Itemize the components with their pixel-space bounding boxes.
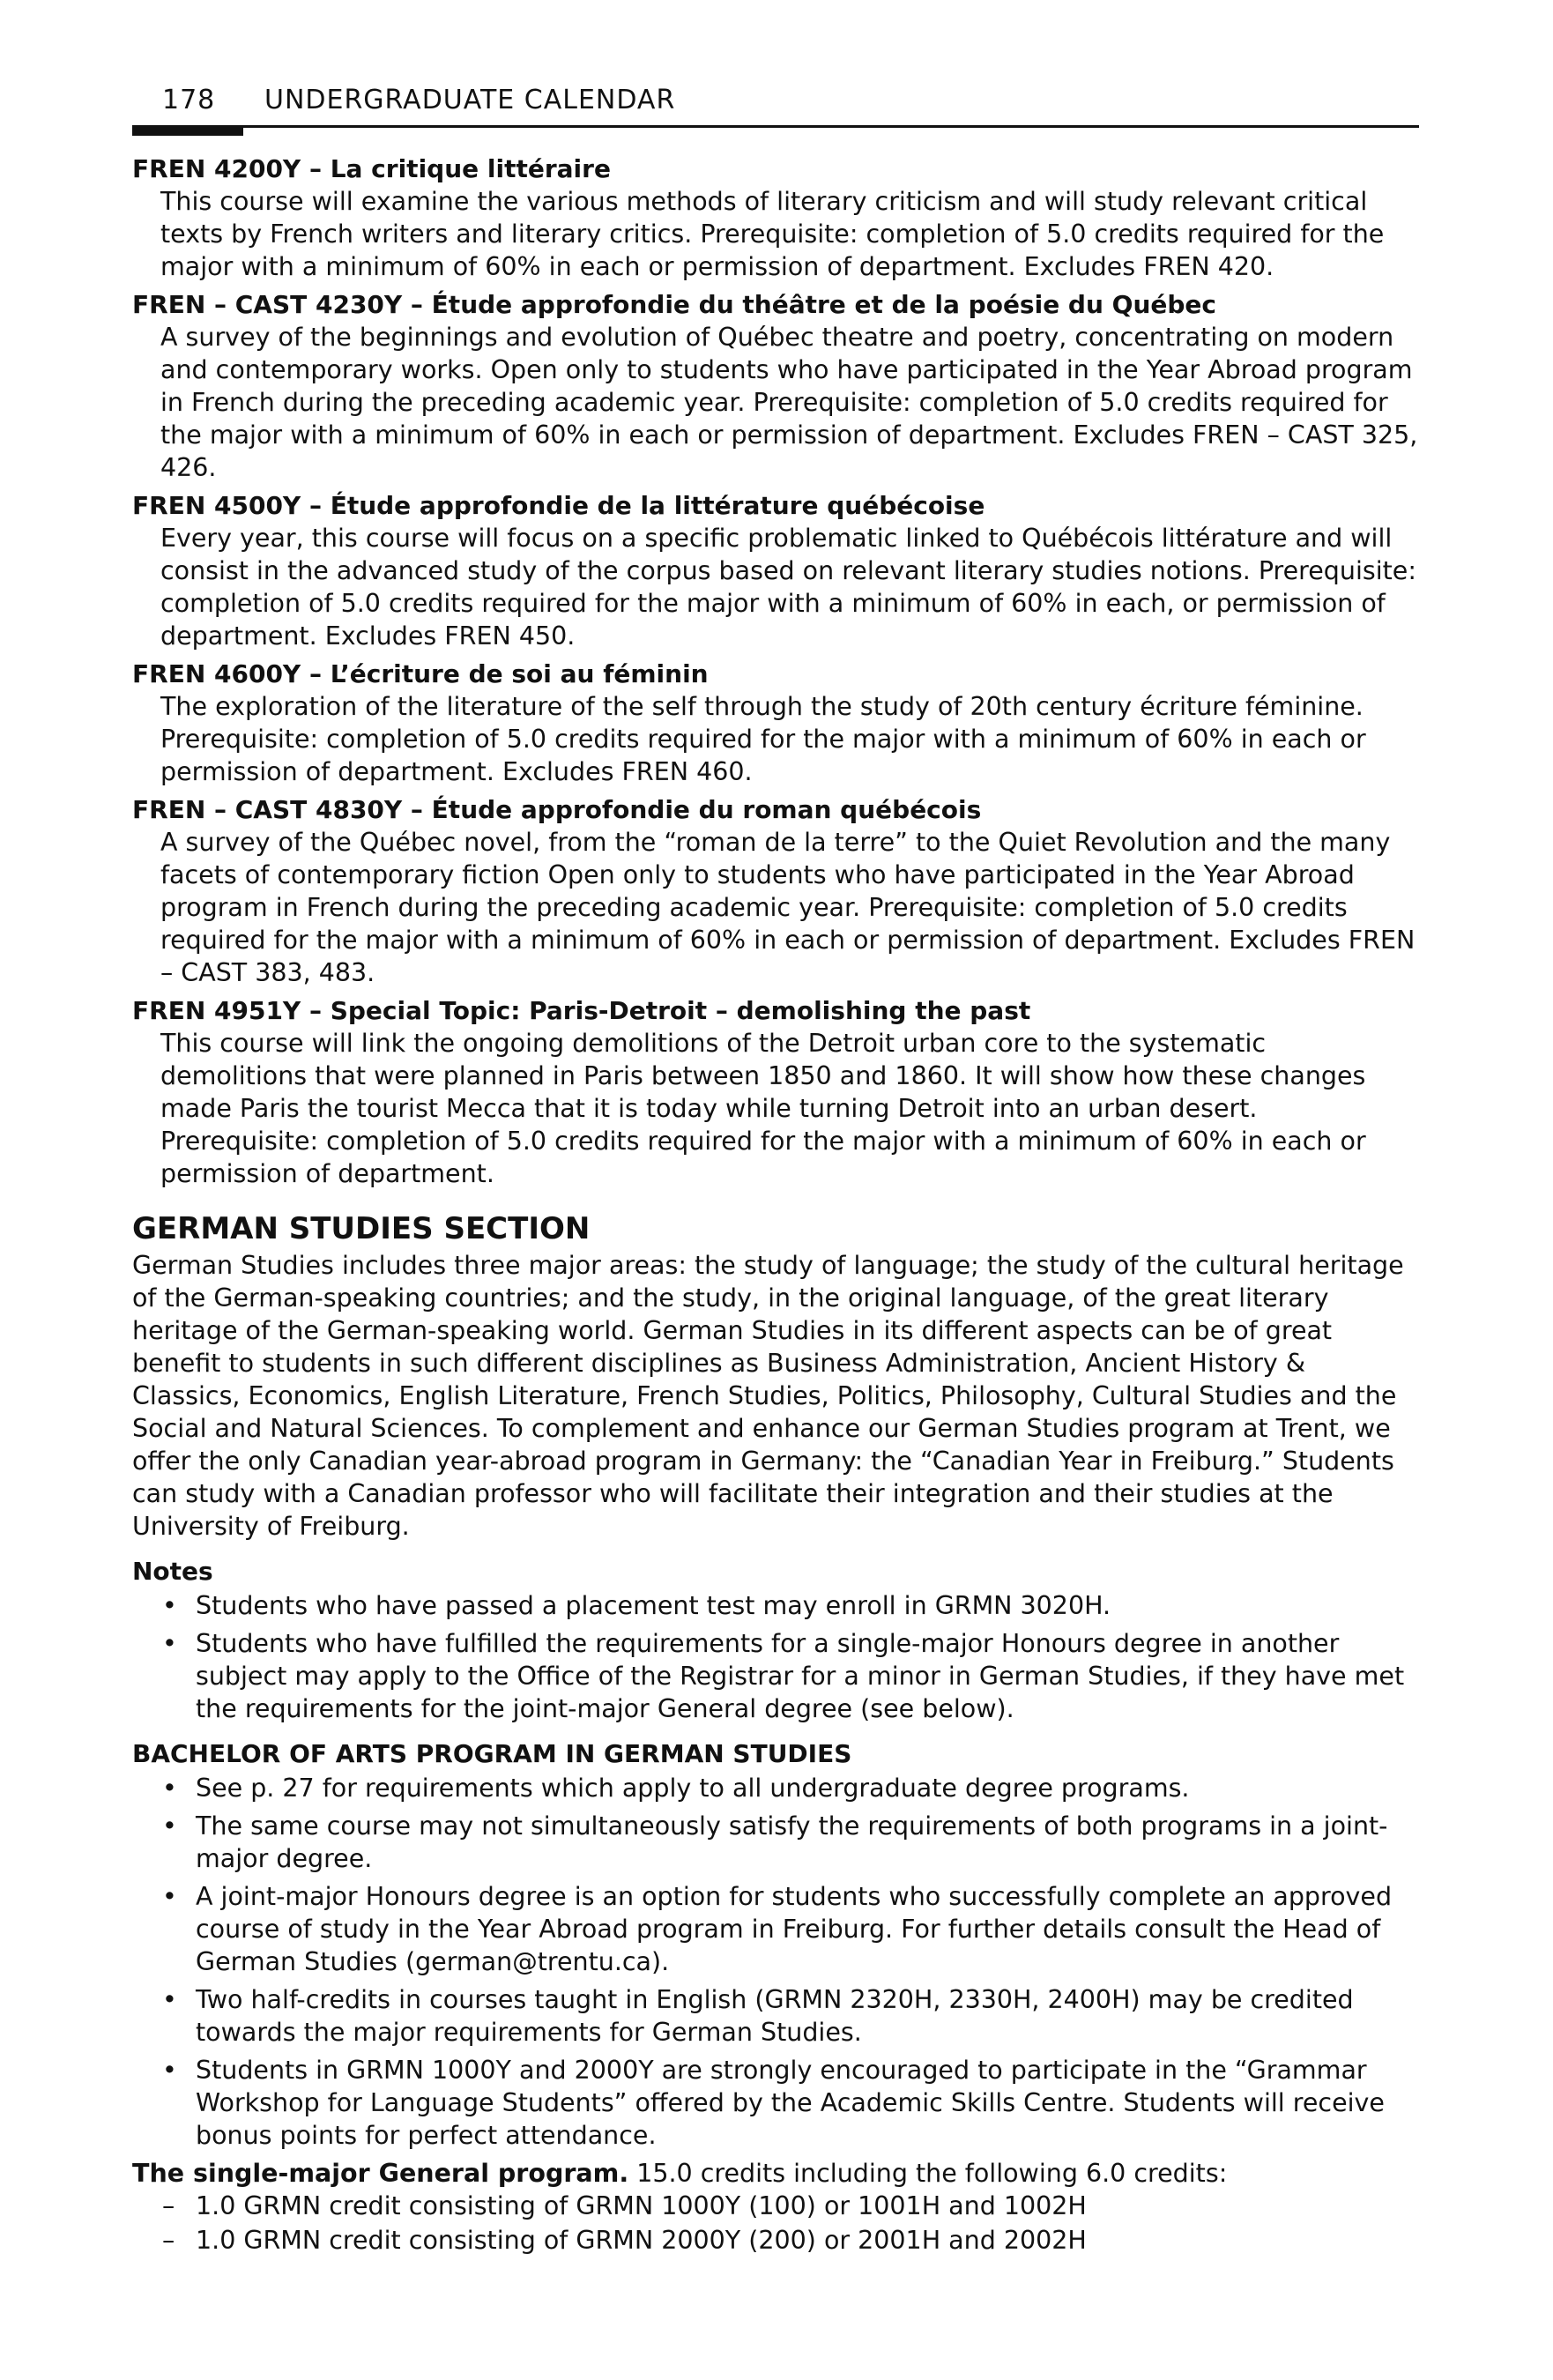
- list-item: [132, 1627, 1419, 1725]
- course-entry: [132, 152, 1419, 283]
- list-item: [132, 1880, 1419, 1978]
- course-entry: [132, 288, 1419, 484]
- course-entry: [132, 489, 1419, 652]
- course-entry: [132, 793, 1419, 989]
- bullet-marker: •: [162, 1985, 177, 2014]
- page-header: [132, 79, 1419, 128]
- list-item: [132, 2224, 1419, 2257]
- course-title: FREN – CAST 4230Y – Étude approfondie du théâtre et de la poésie du Québec: [132, 290, 1217, 319]
- course-description: The exploration of the literature of the self through the study of 20th century écriture féminine. Prerequisite: completion of 5.0 credits required for the major with a minimum of 60% in each or permission of department. Excludes FREN 460.: [160, 692, 1366, 786]
- list-item-text: Students who have passed a placement test may enroll in GRMN 3020H.: [196, 1591, 1111, 1620]
- list-item-text: Two half-credits in courses taught in English (GRMN 2320H, 2330H, 2400H) may be credited towards the major requirements for German Studies.: [196, 1985, 1354, 2047]
- course-description: This course will link the ongoing demolitions of the Detroit urban core to the systematic demolitions that were planned in Paris between 1850 and 1860. It will show how these changes made Paris the tourist Mecca that it is today while turning Detroit into an urban desert. Prerequisite: completion of 5.0 credits required for the major with a minimum of 60% in each or permission of department.: [160, 1029, 1366, 1188]
- section-intro: German Studies includes three major areas: the study of language; the study of the cultural heritage of the German-speaking countries; and the study, in the original language, of the great literary heritage of the German-speaking world. German Studies in its different aspects can be of great benefit to students in such different disciplines as Business Administration, Ancient History & Classics, Economics, English Literature, French Studies, Politics, Philosophy, Cultural Studies and the Social and Natural Sciences. To complement and enhance our German Studies program at Trent, we offer the only Canadian year-abroad program in Germany: the “Canadian Year in Freiburg.” Students can study with a Canadian professor who will facilitate their integration and their studies at the University of Freiburg.: [132, 1251, 1404, 1541]
- bullet-marker: •: [162, 1774, 177, 1803]
- page-number: 178: [162, 85, 216, 115]
- course-description: This course will examine the various methods of literary criticism and will study relevant critical texts by French writers and literary critics. Prerequisite: completion of 5.0 credits required for the major with a minimum of 60% in each or permission of department. Excludes FREN 420.: [160, 187, 1385, 281]
- single-major-text: 15.0 credits including the following 6.0 credits:: [636, 2159, 1228, 2188]
- bullet-marker: •: [162, 2056, 177, 2085]
- list-item: [132, 2054, 1419, 2152]
- header-tab-bar: [132, 127, 243, 136]
- calendar-page: [132, 79, 1419, 2258]
- list-item-text: The same course may not simultaneously satisfy the requirements of both programs in a joint-major degree.: [196, 1811, 1388, 1873]
- course-entry: [132, 658, 1419, 788]
- list-item-text: See p. 27 for requirements which apply to all undergraduate degree programs.: [196, 1774, 1190, 1803]
- bullet-marker: •: [162, 1629, 177, 1658]
- list-item-text: 1.0 GRMN credit consisting of GRMN 2000Y (200) or 2001H and 2002H: [196, 2226, 1087, 2255]
- course-title: FREN 4500Y – Étude approfondie de la littérature québécoise: [132, 491, 985, 520]
- ba-requirements-list: [132, 1772, 1419, 2152]
- list-item: [132, 1589, 1419, 1622]
- list-item: [132, 1810, 1419, 1875]
- course-title: FREN 4600Y – L’écriture de soi au féminin: [132, 659, 709, 688]
- bullet-marker: •: [162, 1591, 177, 1620]
- dash-marker: –: [162, 2226, 175, 2255]
- single-major-label: The single-major General program.: [132, 2159, 629, 2188]
- course-description: Every year, this course will focus on a specific problematic linked to Québécois littérature and will consist in the advanced study of the corpus based on relevant literary studies notions. Prerequisite: completion of 5.0 credits required for the major with a minimum of 60% in each, or permission of department. Excludes FREN 450.: [160, 524, 1416, 651]
- bullet-marker: •: [162, 1882, 177, 1911]
- list-item-text: Students who have fulfilled the requirements for a single-major Honours degree in another subject may apply to the Office of the Registrar for a minor in German Studies, if they have met the requirements for the joint-major General degree (see below).: [196, 1629, 1405, 1723]
- running-title: UNDERGRADUATE CALENDAR: [264, 85, 676, 115]
- list-item: [132, 1772, 1419, 1804]
- list-item: [132, 2190, 1419, 2222]
- list-item-text: Students in GRMN 1000Y and 2000Y are strongly encouraged to participate in the “Grammar Workshop for Language Students” offered by the Academic Skills Centre. Students will receive bonus points for perfect attendance.: [196, 2056, 1385, 2150]
- notes-heading: Notes: [132, 1557, 213, 1586]
- course-entry: [132, 994, 1419, 1190]
- notes-list: [132, 1589, 1419, 1725]
- ba-program-heading: BACHELOR OF ARTS PROGRAM IN GERMAN STUDIES: [132, 1739, 852, 1768]
- course-title: FREN 4951Y – Special Topic: Paris-Detroit – demolishing the past: [132, 996, 1031, 1025]
- list-item-text: A joint-major Honours degree is an option for students who successfully complete an approved course of study in the Year Abroad program in Freiburg. For further details consult the Head of German Studies (german@trentu.ca).: [196, 1882, 1393, 1976]
- section-heading: GERMAN STUDIES SECTION: [132, 1211, 591, 1246]
- course-description: A survey of the beginnings and evolution of Québec theatre and poetry, concentrating on modern and contemporary works. Open only to students who have participated in the Year Abroad program in French during the preceding academic year. Prerequisite: completion of 5.0 credits required for the major with a minimum of 60% in each or permission of department. Excludes FREN – CAST 325, 426.: [160, 323, 1418, 482]
- dash-marker: –: [162, 2191, 175, 2220]
- single-major-list: [132, 2190, 1419, 2257]
- course-title: FREN 4200Y – La critique littéraire: [132, 154, 611, 183]
- list-item: [132, 1983, 1419, 2049]
- page-content: [132, 152, 1419, 2257]
- course-description: A survey of the Québec novel, from the “roman de la terre” to the Quiet Revolution and the many facets of contemporary fiction Open only to students who have participated in the Year Abroad program in French during the preceding academic year. Prerequisite: completion of 5.0 credits required for the major with a minimum of 60% in each or permission of department. Excludes FREN – CAST 383, 483.: [160, 828, 1416, 987]
- single-major-program: [132, 2157, 1419, 2190]
- bullet-marker: •: [162, 1811, 177, 1841]
- list-item-text: 1.0 GRMN credit consisting of GRMN 1000Y (100) or 1001H and 1002H: [196, 2191, 1087, 2220]
- course-title: FREN – CAST 4830Y – Étude approfondie du roman québécois: [132, 795, 982, 824]
